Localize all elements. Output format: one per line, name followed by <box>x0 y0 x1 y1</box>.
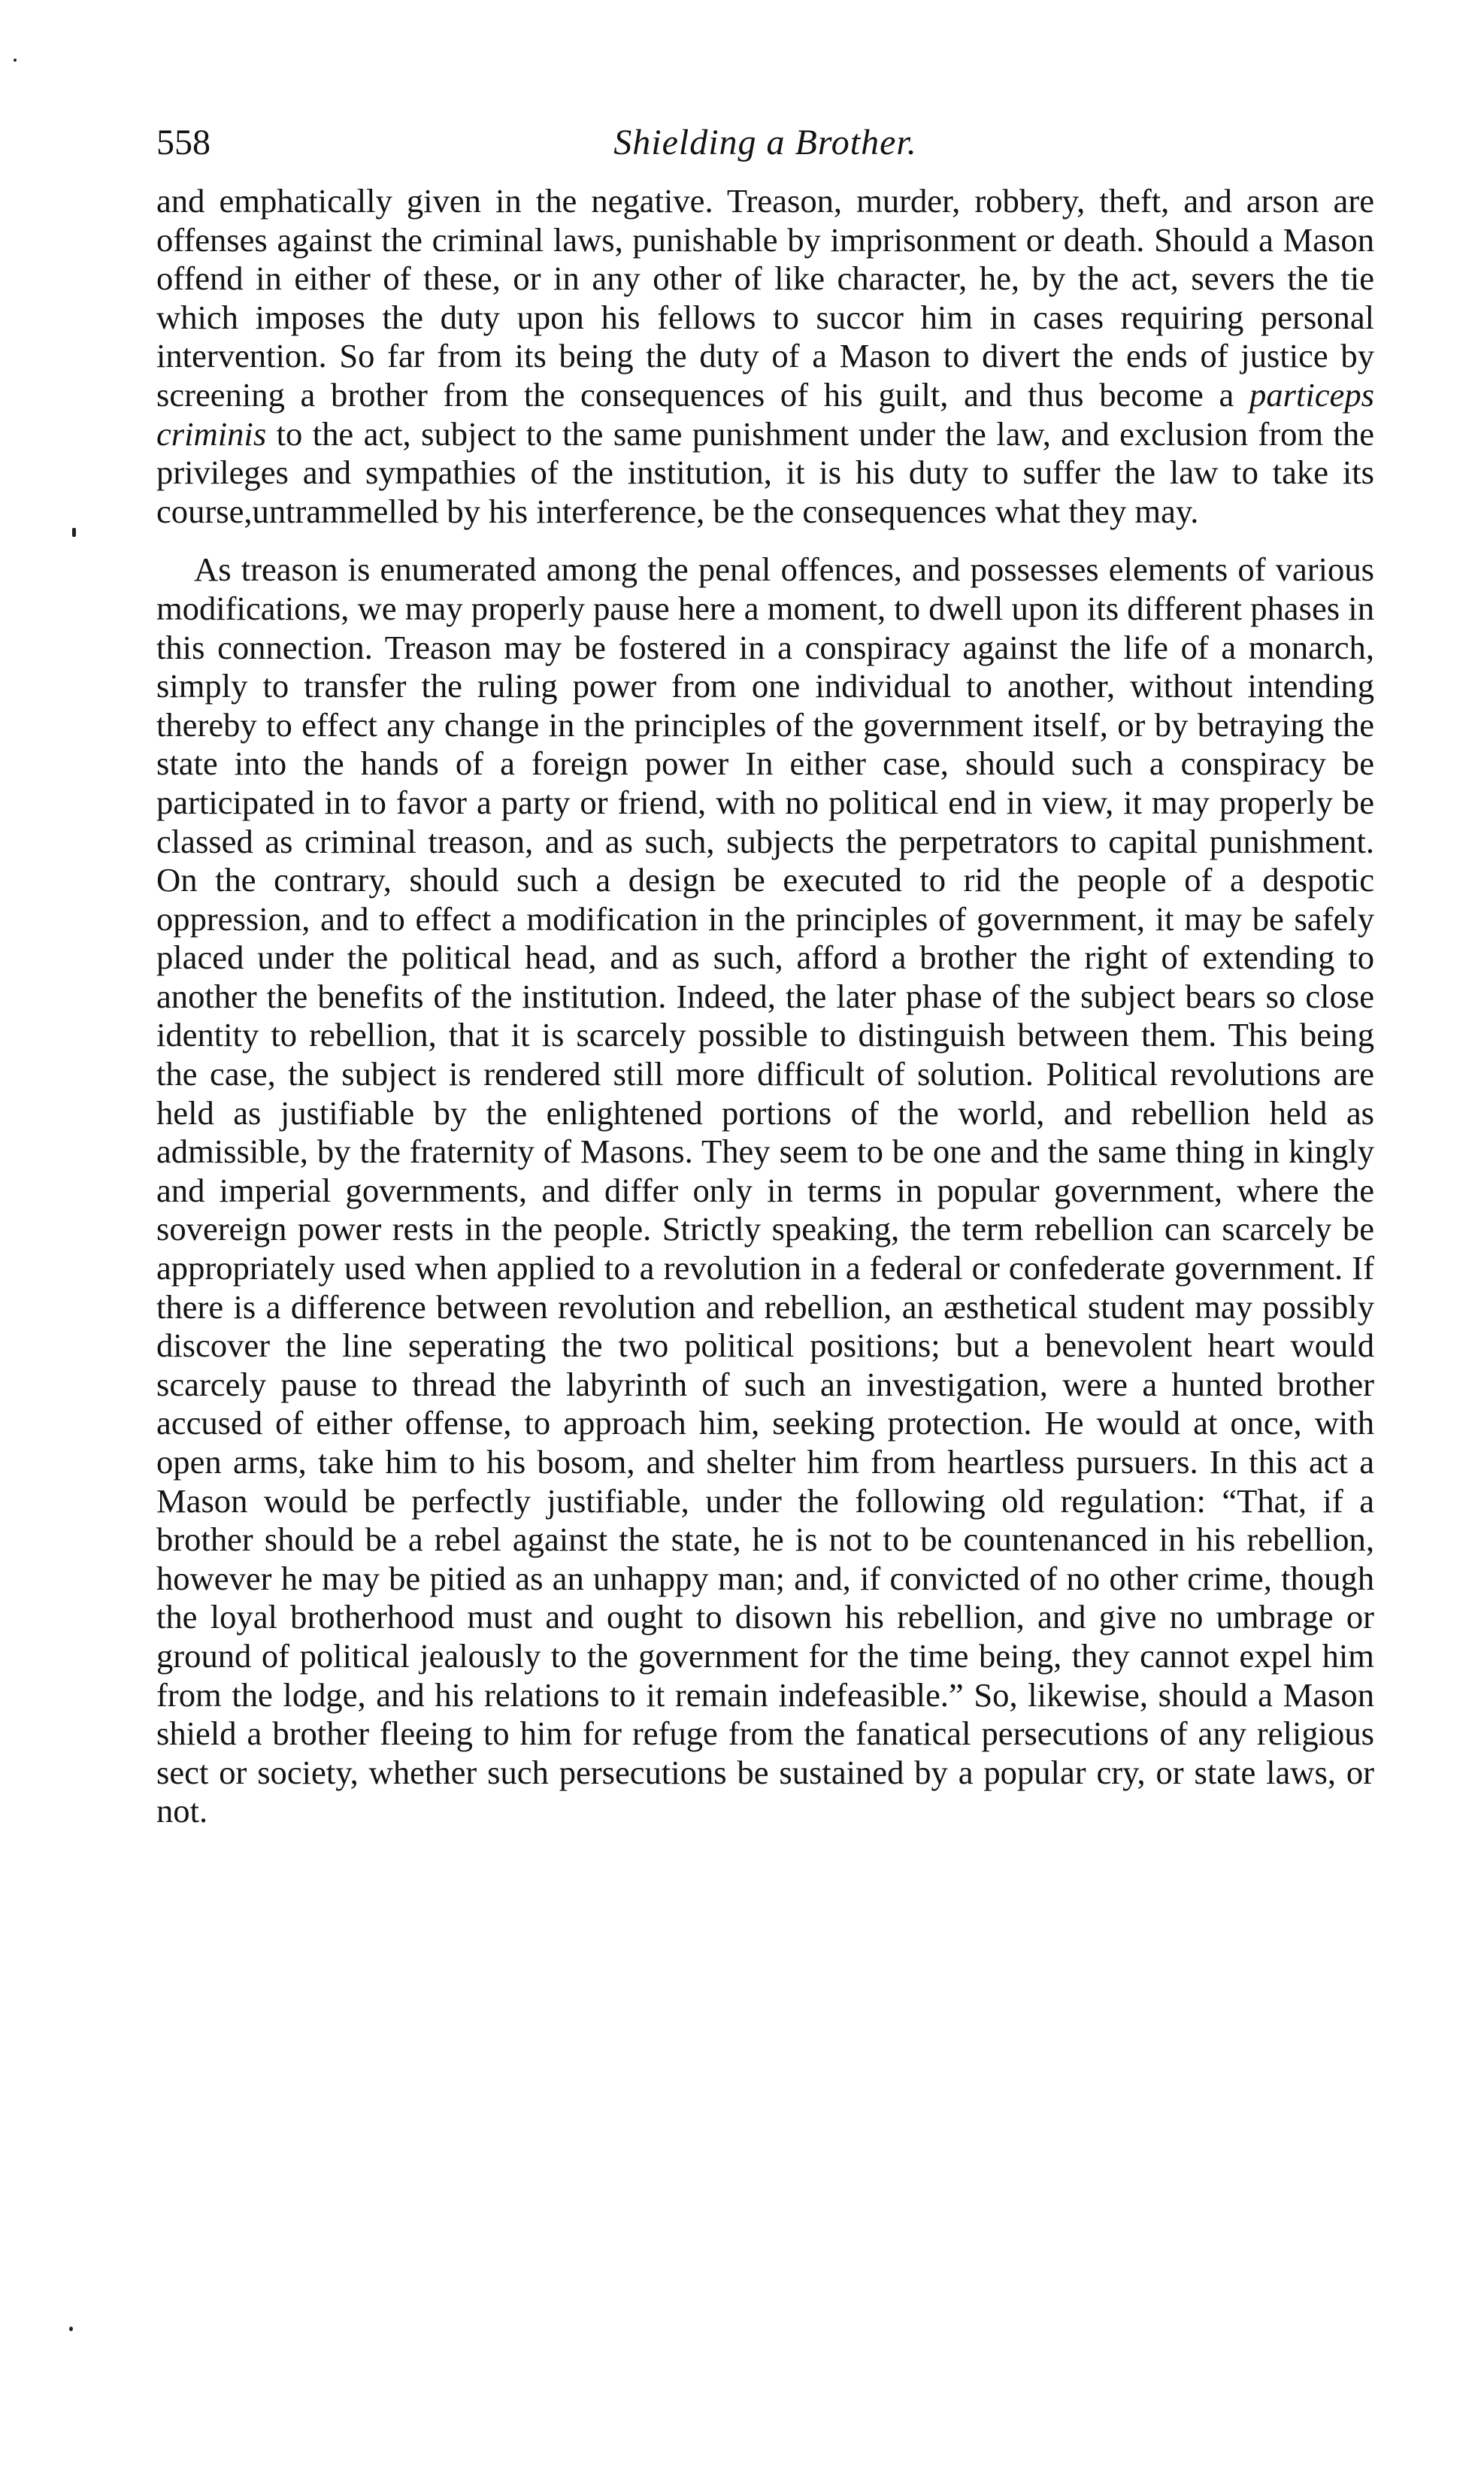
scan-speck <box>69 2327 73 2331</box>
page-number: 558 <box>156 123 210 162</box>
paragraph-1-text-start: and emphatically given in the negative. Treason, murder, robbery, theft, and arson are offenses against the criminal laws, punishable by imprisonment or death. Should a Mason offend in either of these, or in any other of like character, he, by the act, severs the tie which imposes the duty upon his fellows to succor him in cases requiring personal intervention. So far from its being the duty of a Mason to divert the ends of justice by screening a brother from the consequences of his guilt, and thus become a <box>156 182 1374 414</box>
paragraph-2: As treason is enumerated among the penal offences, and possesses elements of various modifications, we may properly pause here a moment, to dwell upon its different phases in this connection. Treason may be fostered in a conspiracy against the life of a monarch, simply to transfer the ruling power from one individual to another, without intending thereby to effect any change in the principles of the government itself, or by betraying the state into the hands of a foreign power In either case, should such a conspiracy be participated in to favor a party or friend, with no political end in view, it may properly be classed as criminal treason, and as such, subjects the perpetrators to capital punishment. On the contrary, should such a design be executed to rid the people of a despotic oppression, and to effect a modification in the principles of government, it may be safely placed under the political head, and as such, afford a brother the right of extending to another the benefits of the institution. Indeed, the later phase of the subject bears so close identity to rebellion, that it is scarcely possible to distinguish between them. This being the case, the subject is rendered still more difficult of solution. Political revolutions are held as justifiable by the enlightened portions of the world, and rebellion held as admissible, by the fraternity of Masons. They seem to be one and the same thing in kingly and imperial governments, and differ only in terms in popular government, where the sovereign power rests in the people. Strictly speaking, the term rebellion can scarcely be appropriately used when applied to a revolution in a federal or confederate government. If there is a difference between revolution and rebellion, an æsthetical student may possibly discover the line seperating the two political positions; but a benevolent heart would scarcely pause to thread the labyrinth of such an investigation, were a hunted brother accused of either offense, to approach him, seeking protection. He would at once, with open arms, take him to his bosom, and shelter him from heartless pursuers. In this act a Mason would be perfectly justifiable, under the following old regulation: “That, if a brother should be a rebel against the state, he is not to be countenanced in his rebellion, however he may be pitied as an unhappy man; and, if convicted of no other crime, though the loyal brotherhood must and ought to disown his rebellion, and give no umbrage or ground of political jealously to the government for the time being, they cannot expel him from the lodge, and his relations to it remain indefeasible.” So, likewise, should a Mason shield a brother fleeing to him for refuge from the fanatical persecutions of any religious sect or society, whether such persecutions be sustained by a popular cry, or state laws, or not. <box>156 550 1374 1830</box>
scan-speck <box>14 59 17 62</box>
running-title: Shielding a Brother. <box>613 123 917 162</box>
latin-term: particeps criminis <box>156 375 1374 453</box>
paragraph-1 <box>156 182 1374 531</box>
body-text <box>156 182 1374 1831</box>
scan-speck <box>72 528 76 537</box>
book-page <box>156 113 1374 1831</box>
running-head <box>156 113 1374 173</box>
paragraph-1-text-end: to the act, subject to the same punishment under the law, and exclusion from the privileges and sympathies of the institution, it is his duty to suffer the law to take its course,untrammelled by his interference, be the consequences what they may. <box>156 414 1374 530</box>
